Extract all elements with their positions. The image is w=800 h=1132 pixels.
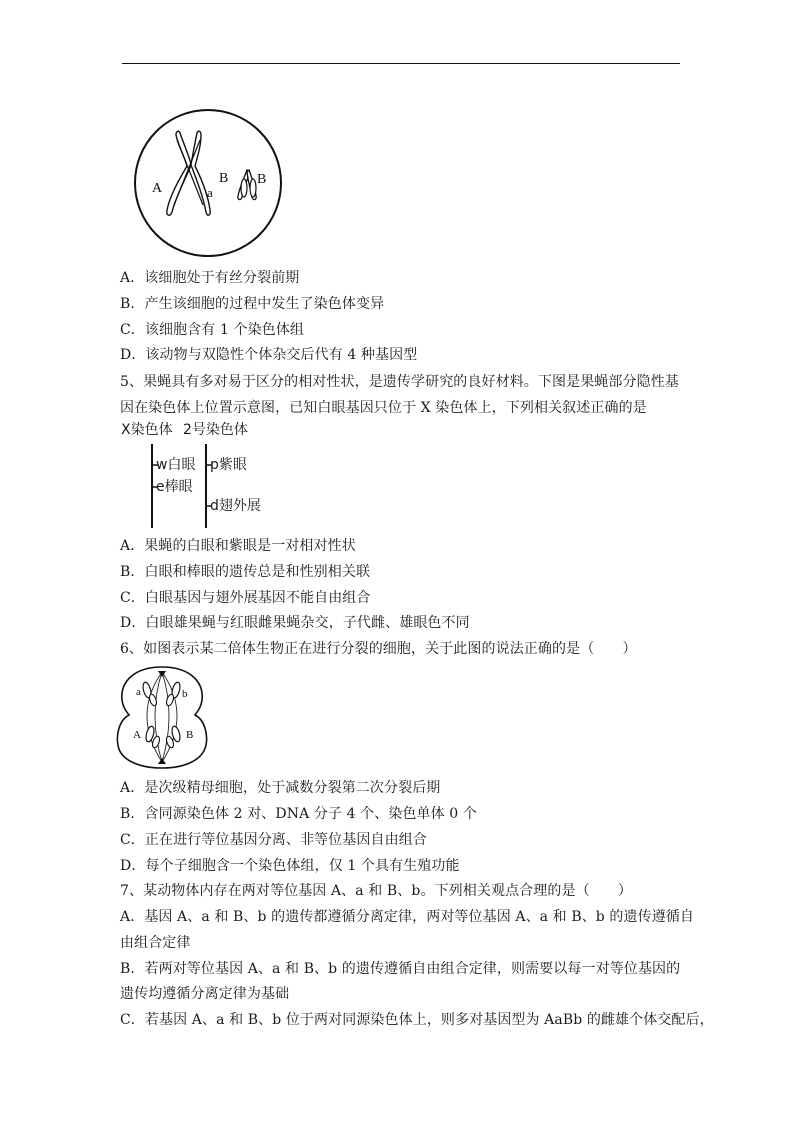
gene-e-label: e棒眼 (156, 479, 193, 495)
gene-label-A: A (133, 729, 141, 741)
gene-label-A: A (152, 181, 163, 196)
q4-option-c: C．该细胞含有 1 个染色体组 (120, 322, 305, 338)
q6-option-c: C．正在进行等位基因分离、非等位基因自由组合 (120, 832, 427, 848)
q7-option-a-line1: A．基因 A、a 和 B、b 的遗传都遵循分离定律，两对等位基因 A、a 和 B、b 的遗传遵循自 (120, 909, 695, 925)
q4-option-a: A．该细胞处于有丝分裂前期 (120, 270, 300, 286)
spindle-fibers (147, 672, 177, 762)
q5-option-d: D．白眼雄果蝇与红眼雌果蝇杂交，子代雌、雄眼色不同 (120, 615, 470, 631)
q5-stem-line1: 5、果蝇具有多对易于区分的相对性状，是遗传学研究的良好材料。下图是果蝇部分隐性基 (120, 374, 679, 390)
q4-option-b: B．产生该细胞的过程中发生了染色体变异 (120, 296, 385, 312)
q5-option-b: B．白眼和棒眼的遗传总是和性别相关联 (120, 564, 371, 580)
q7-option-b-line1: B．若两对等位基因 A、a 和 B、b 的遗传遵循自由组合定律，则需要以每一对等位基因的 (120, 961, 681, 977)
q6-option-b: B．含同源染色体 2 对、DNA 分子 4 个、染色单体 0 个 (120, 806, 477, 822)
gene-label-B-left: B (219, 171, 229, 186)
q5-option-c: C．白眼基因与翅外展基因不能自由组合 (120, 590, 371, 606)
q4-option-d: D．该动物与双隐性个体杂交后代有 4 种基因型 (120, 347, 418, 363)
q6-dividing-cell-figure (114, 662, 214, 772)
q6-stem: 6、如图表示某二倍体生物正在进行分裂的细胞，关于此图的说法正确的是（ ） (120, 641, 637, 657)
gene-label-a: a (136, 686, 141, 698)
gene-p-label: p紫眼 (210, 457, 247, 473)
gene-d-label: d翅外展 (210, 498, 261, 514)
x-chromosome-label: X染色体 (121, 422, 173, 438)
q6-option-d: D．每个子细胞含一个染色体组，仅 1 个具有生殖功能 (120, 858, 460, 874)
q5-stem-line2: 因在染色体上位置示意图，已知白眼基因只位于 X 染色体上，下列相关叙述正确的是 (120, 400, 647, 416)
q6-option-a: A．是次级精母细胞，处于减数分裂第二次分裂后期 (120, 780, 441, 796)
header-rule (122, 63, 680, 64)
chromosome-2-label: 2号染色体 (183, 422, 248, 438)
q7-option-b-line2: 遗传均遵循分离定律为基础 (120, 986, 290, 1002)
q7-option-c-line1: C．若基因 A、a 和 B、b 位于两对同源染色体上，则多对基因型为 AaBb 的雌雄个体交配后， (120, 1012, 714, 1028)
cell-outline (117, 667, 206, 768)
gene-label-a: a (207, 185, 213, 200)
q7-stem: 7、某动物体内存在两对等位基因 A、a 和 B、b。下列相关观点合理的是（ ） (120, 883, 632, 899)
gene-label-B-right: B (257, 172, 267, 187)
gene-label-b: b (182, 688, 188, 700)
gene-w-label: w白眼 (156, 457, 196, 473)
q4-cell-figure (120, 100, 300, 270)
chromatid-right (191, 131, 210, 215)
gene-label-B: B (186, 729, 194, 741)
bottom-pole (158, 758, 166, 764)
chromosome-b-2 (165, 693, 175, 706)
q5-option-a: A．果蝇的白眼和紫眼是一对相对性状 (120, 538, 356, 554)
q7-option-a-line2: 由组合定律 (120, 935, 191, 951)
